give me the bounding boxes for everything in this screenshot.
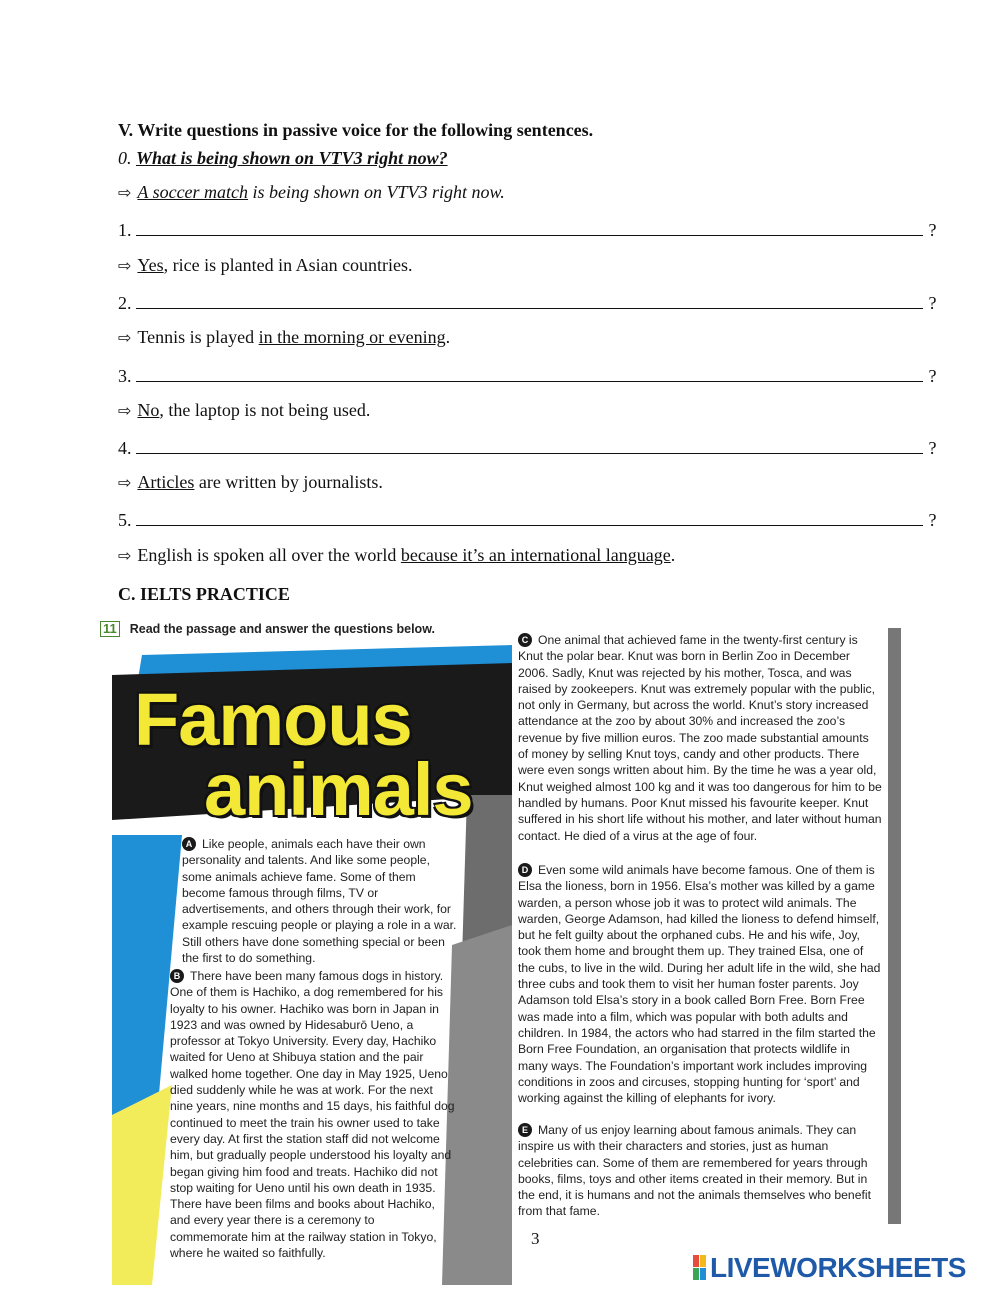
example-answer-row: [118, 181, 505, 204]
question-mark: ?: [928, 220, 937, 240]
example-question: What is being shown on VTV3 right now?: [136, 148, 448, 168]
answer-underlined: Articles: [137, 472, 195, 492]
section-c-heading: C. IELTS PRACTICE: [118, 584, 290, 604]
question-row-4: [118, 437, 937, 459]
paragraph-a-text: Like people, animals each have their own personality and talents. And like some people, some animals achieve fame. Some of them become famous through films, TV or advertisements, and others through their work, for example rescuing people or playing a role in a war. Still others have done something special or been the first to do something.: [182, 837, 457, 966]
answer-post: .: [670, 545, 676, 565]
paragraph-c: [518, 632, 882, 844]
answer-blank-4[interactable]: [136, 437, 923, 454]
arrow-right-icon: ⇨: [118, 256, 132, 275]
answer-post: are written by journalists.: [194, 472, 383, 492]
reading-left-panel: [112, 645, 512, 1285]
answer-blank-3[interactable]: [136, 365, 923, 382]
answer-post: , the laptop is not being used.: [159, 400, 371, 420]
paragraph-badge-b: B: [170, 969, 184, 983]
answer-row-5: [118, 544, 675, 567]
page-number: 3: [531, 1229, 540, 1248]
question-row-2: [118, 292, 937, 314]
paragraph-badge-c: C: [518, 633, 532, 647]
question-row-1: [118, 219, 937, 241]
question-number: 1.: [118, 220, 132, 240]
title-animals: animals: [204, 748, 473, 831]
question-number: 5.: [118, 510, 132, 530]
exercise-instruction: Read the passage and answer the questions below.: [129, 622, 435, 636]
paragraph-b: [170, 968, 455, 1261]
question-mark: ?: [928, 366, 937, 386]
paragraph-b-text: There have been many famous dogs in history. One of them is Hachiko, a dog remembered for his loyalty to his owner. Hachiko was born in Japan in 1923 and was owned by Hidesaburō Ueno, a professor at Tokyo University. Every day, Hachiko waited for Ueno at Shibuya station and the pair walked home together. One day in May 1925, Ueno died suddenly while he was at work. For the next nine years, nine months and 15 days, his faithful dog continued to meet the train his owner used to take every day. At first the station staff did not welcome him, but gradually people understood his loyalty and began giving him food and treats. Hachiko did not stop waiting for Ueno until his own death in 1935. There have been films and books about Hachiko, and every year there is a ceremony to commemorate him at the railway station in Tokyo, where he waited so faithfully.: [170, 969, 455, 1261]
paragraph-c-text: One animal that achieved fame in the twenty-first century is Knut the polar bear. Knut was born in Berlin Zoo in December 2006. Sadly, Knut was rejected by his mother, Tosca, and was raised by zookeepers. Knut was extremely popular with the public, not only in Germany, but across the world. Knut’s story increased attendance at the zoo by about 30% and increased the zoo’s revenue by five million euros. The zoo made substantial amounts of money by selling Knut toys, candy and other products. There were even songs written about him. By the time he was a year old, Knut weighed almost 100 kg and it was too dangerous for him to be handled by humans. Poor Knut missed his favourite keeper. Knut suffered in his short life without his mother, and later without human contact. He died of a virus at the age of four.: [518, 633, 882, 843]
section-v-heading: V. Write questions in passive voice for the following sentences.: [118, 120, 594, 140]
example-number: 0.: [118, 148, 136, 168]
arrow-right-icon: ⇨: [118, 473, 132, 492]
page-edge-photo: [888, 628, 901, 1224]
arrow-right-icon: ⇨: [118, 183, 132, 202]
answer-blank-1[interactable]: [136, 219, 923, 236]
answer-underlined: Yes: [137, 255, 164, 275]
paragraph-e-text: Many of us enjoy learning about famous animals. They can inspire us with their characters and stories, just as human celebrities can. Some of them are remembered for years through books, films, toys and other items created in their memory. But in the end, it is humans and not the animals themselves who benefit from that fame.: [518, 1123, 871, 1219]
logo-badge-icon: [693, 1255, 707, 1281]
liveworksheets-logo: [693, 1252, 966, 1284]
example-answer-underlined: A soccer match: [137, 182, 249, 202]
answer-row-3: [118, 399, 370, 422]
question-mark: ?: [928, 510, 937, 530]
exercise-header: [100, 620, 435, 638]
answer-pre: Tennis is played: [137, 327, 259, 347]
question-mark: ?: [928, 438, 937, 458]
answer-row-2: [118, 326, 450, 349]
logo-text: LIVEWORKSHEETS: [710, 1252, 966, 1283]
arrow-right-icon: ⇨: [118, 401, 132, 420]
paragraph-badge-d: D: [518, 863, 532, 877]
question-number: 3.: [118, 366, 132, 386]
answer-blank-2[interactable]: [136, 292, 923, 309]
arrow-right-icon: ⇨: [118, 328, 132, 347]
paragraph-badge-e: E: [518, 1123, 532, 1137]
answer-underlined: No: [137, 400, 160, 420]
question-number: 4.: [118, 438, 132, 458]
question-number: 2.: [118, 293, 132, 313]
paragraph-badge-a: A: [182, 837, 196, 851]
paragraph-e: [518, 1122, 882, 1220]
example-question-row: [118, 147, 448, 169]
paragraph-d: [518, 862, 882, 1106]
paragraph-d-text: Even some wild animals have become famous. One of them is Elsa the lioness, born in 1956. Elsa’s mother was killed by a game warden, a person whose job it was to protect wild animals. The warden, George Adamson, had killed the lioness to defend himself, but he felt guilty about the orphaned cubs. He and his wife, Joy, took them home and brought them up. They trained Elsa, one of the cubs, to live in the wild. During her adult life in the wild, she had three cubs and took them to visit her human foster parents. Joy Adamson told Elsa’s story in a book called Born Free. Born Free was made into a film, which was popular with both adults and children. In 1984, the actors who had starred in the film started the Born Free Foundation, an organisation that protects wildlife in many ways. The Foundation’s important work includes improving conditions in zoos and circuses, stopping hunting for ‘sport’ and working against the killing of elephants for ivory.: [518, 863, 881, 1106]
answer-row-4: [118, 471, 383, 494]
exercise-number: 11: [100, 621, 120, 637]
answer-row-1: [118, 254, 413, 277]
answer-underlined: because it’s an international language: [400, 545, 671, 565]
answer-blank-5[interactable]: [136, 509, 923, 526]
reading-right-panel: [518, 628, 901, 1224]
answer-post: .: [445, 327, 451, 347]
question-row-5: [118, 509, 937, 531]
title-famous: Famous: [134, 678, 412, 761]
question-mark: ?: [928, 293, 937, 313]
answer-post: , rice is planted in Asian countries.: [163, 255, 413, 275]
answer-underlined: in the morning or evening: [258, 327, 446, 347]
question-row-3: [118, 365, 937, 387]
example-answer-rest: is being shown on VTV3 right now.: [248, 182, 505, 202]
paragraph-a: [182, 836, 462, 966]
arrow-right-icon: ⇨: [118, 546, 132, 565]
answer-pre: English is spoken all over the world: [137, 545, 401, 565]
